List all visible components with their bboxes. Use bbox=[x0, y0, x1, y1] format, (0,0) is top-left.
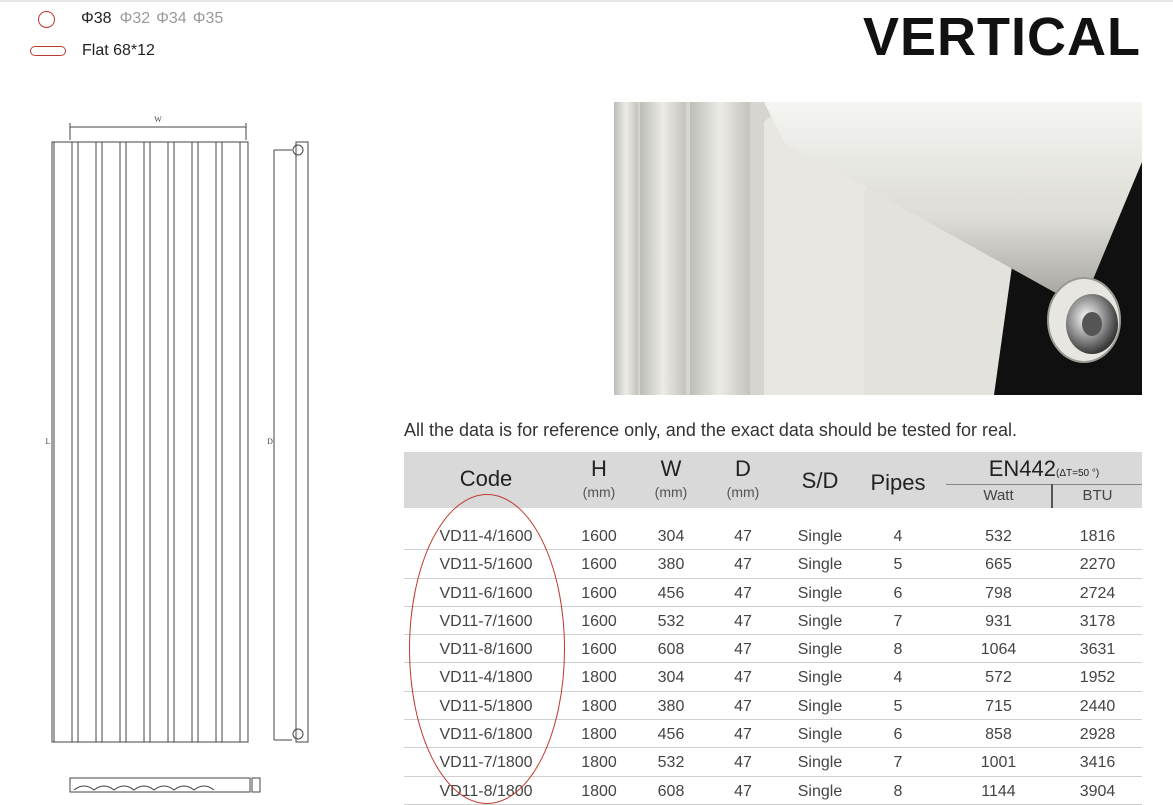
cell-btu: 2440 bbox=[1079, 697, 1116, 715]
cell-w: 380 bbox=[657, 556, 685, 574]
table-header bbox=[404, 452, 1142, 508]
cell-btu: 3416 bbox=[1079, 754, 1116, 772]
header-en442: EN442(ΔT=50 °) bbox=[988, 456, 1100, 481]
cell-pipes: 5 bbox=[893, 556, 903, 574]
cell-btu: 2270 bbox=[1079, 556, 1116, 574]
cell-h: 1800 bbox=[581, 726, 617, 744]
cell-pipes: 6 bbox=[893, 584, 903, 602]
length-label: L bbox=[45, 437, 51, 446]
cell-pipes: 4 bbox=[893, 528, 903, 545]
cell-h: 1800 bbox=[581, 782, 617, 800]
cell-sd: Single bbox=[797, 556, 843, 574]
cell-watt: 1144 bbox=[981, 782, 1016, 800]
header-sd: S/D bbox=[801, 468, 839, 493]
top-divider bbox=[0, 0, 1173, 2]
cell-watt: 715 bbox=[985, 697, 1012, 715]
header-w: W (mm) bbox=[654, 456, 688, 500]
reference-note: All the data is for reference only, and the exact data should be tested for real. bbox=[404, 420, 1018, 440]
cell-pipes: 7 bbox=[893, 612, 903, 630]
cell-d: 47 bbox=[734, 528, 752, 545]
table-body bbox=[404, 522, 1142, 805]
cell-w: 532 bbox=[657, 754, 685, 772]
cell-btu: 1816 bbox=[1079, 528, 1116, 545]
cell-h: 1800 bbox=[581, 669, 617, 687]
cell-d: 47 bbox=[734, 556, 752, 574]
cell-btu: 2724 bbox=[1079, 584, 1116, 602]
cell-sd: Single bbox=[797, 641, 843, 659]
cell-w: 456 bbox=[657, 726, 685, 744]
round-pipe-option: Φ34 bbox=[156, 10, 187, 27]
table-row bbox=[404, 522, 1142, 550]
header-d: D (mm) bbox=[726, 456, 760, 500]
round-pipe-option: Φ35 bbox=[192, 10, 224, 27]
cell-btu: 3631 bbox=[1079, 641, 1116, 659]
table-row bbox=[404, 635, 1142, 663]
cell-watt: 532 bbox=[985, 528, 1012, 545]
cell-btu: 2928 bbox=[1079, 726, 1116, 744]
cell-pipes: 8 bbox=[893, 782, 903, 800]
header-btu: BTU bbox=[1082, 487, 1113, 504]
cell-sd: Single bbox=[797, 528, 843, 545]
cell-d: 47 bbox=[734, 612, 752, 630]
table-row bbox=[404, 663, 1142, 691]
cell-d: 47 bbox=[734, 697, 752, 715]
cell-pipes: 8 bbox=[893, 641, 903, 659]
table-row bbox=[404, 607, 1142, 635]
cell-code: VD11-6/1600 bbox=[439, 584, 533, 602]
cell-pipes: 5 bbox=[893, 697, 903, 715]
cell-w: 304 bbox=[657, 528, 685, 545]
cell-code: VD11-7/1800 bbox=[439, 754, 533, 772]
page-title: VERTICAL bbox=[863, 7, 1141, 67]
table-row bbox=[404, 692, 1142, 720]
cell-btu: 1952 bbox=[1079, 669, 1116, 687]
flat-pipe-label: Flat 68*12 bbox=[82, 42, 155, 59]
spec-table bbox=[404, 452, 1142, 805]
header-h: H (mm) bbox=[582, 456, 616, 500]
header-code: Code bbox=[459, 466, 513, 491]
cell-h: 1600 bbox=[581, 584, 617, 602]
cell-watt: 1001 bbox=[980, 754, 1017, 772]
cell-sd: Single bbox=[797, 726, 843, 744]
width-label: W bbox=[154, 115, 162, 124]
cell-watt: 931 bbox=[985, 612, 1012, 630]
header-pipes: Pipes bbox=[870, 470, 926, 495]
cell-h: 1600 bbox=[581, 641, 617, 659]
cell-watt: 1064 bbox=[980, 641, 1017, 659]
cell-watt: 665 bbox=[985, 556, 1012, 574]
cell-h: 1800 bbox=[581, 697, 617, 715]
header-watt: Watt bbox=[983, 487, 1014, 504]
cell-w: 304 bbox=[657, 669, 685, 687]
round-pipe-active: Φ38 bbox=[81, 10, 112, 27]
cell-w: 456 bbox=[657, 584, 685, 602]
cell-w: 608 bbox=[657, 641, 685, 659]
cell-sd: Single bbox=[797, 669, 843, 687]
depth-label: D bbox=[267, 437, 273, 446]
cell-h: 1600 bbox=[581, 556, 617, 574]
cell-sd: Single bbox=[797, 697, 843, 715]
round-pipe-options bbox=[30, 8, 229, 30]
technical-drawing bbox=[30, 110, 350, 800]
cell-pipes: 7 bbox=[893, 754, 903, 772]
cell-h: 1600 bbox=[581, 528, 617, 545]
cell-sd: Single bbox=[797, 584, 843, 602]
cell-watt: 572 bbox=[985, 669, 1012, 687]
cell-d: 47 bbox=[734, 669, 752, 687]
cell-d: 47 bbox=[734, 641, 752, 659]
cell-code: VD11-4/1600 bbox=[439, 528, 533, 545]
cell-d: 47 bbox=[734, 782, 752, 800]
table-row bbox=[404, 720, 1142, 748]
flat-pipe-icon bbox=[30, 46, 66, 56]
cell-sd: Single bbox=[797, 782, 843, 800]
cell-sd: Single bbox=[797, 612, 843, 630]
round-pipe-icon bbox=[38, 11, 55, 28]
cell-pipes: 4 bbox=[893, 669, 903, 687]
flat-pipe-option bbox=[30, 40, 163, 62]
cell-btu: 3904 bbox=[1079, 782, 1116, 800]
table-row bbox=[404, 748, 1142, 776]
cell-w: 380 bbox=[657, 697, 685, 715]
cell-code: VD11-6/1800 bbox=[439, 726, 533, 744]
cell-watt: 858 bbox=[985, 726, 1012, 744]
cell-h: 1800 bbox=[581, 754, 617, 772]
table-row bbox=[404, 579, 1142, 607]
cell-code: VD11-8/1800 bbox=[439, 782, 533, 800]
cell-btu: 3178 bbox=[1079, 612, 1116, 630]
cell-code: VD11-4/1800 bbox=[439, 669, 533, 687]
cell-code: VD11-5/1600 bbox=[439, 556, 533, 574]
cell-d: 47 bbox=[734, 726, 752, 744]
cell-code: VD11-5/1800 bbox=[439, 697, 533, 715]
cell-w: 608 bbox=[657, 782, 685, 800]
cell-d: 47 bbox=[734, 754, 752, 772]
table-row bbox=[404, 777, 1142, 805]
cell-pipes: 6 bbox=[893, 726, 903, 744]
cell-code: VD11-7/1600 bbox=[439, 612, 533, 630]
table-row bbox=[404, 550, 1142, 578]
cell-d: 47 bbox=[734, 584, 752, 602]
cell-watt: 798 bbox=[985, 584, 1012, 602]
cell-code: VD11-8/1600 bbox=[439, 641, 533, 659]
cell-h: 1600 bbox=[581, 612, 617, 630]
cell-sd: Single bbox=[797, 754, 843, 772]
cell-w: 532 bbox=[657, 612, 685, 630]
round-pipe-option: Φ32 bbox=[119, 10, 151, 27]
product-photo bbox=[614, 102, 1142, 395]
